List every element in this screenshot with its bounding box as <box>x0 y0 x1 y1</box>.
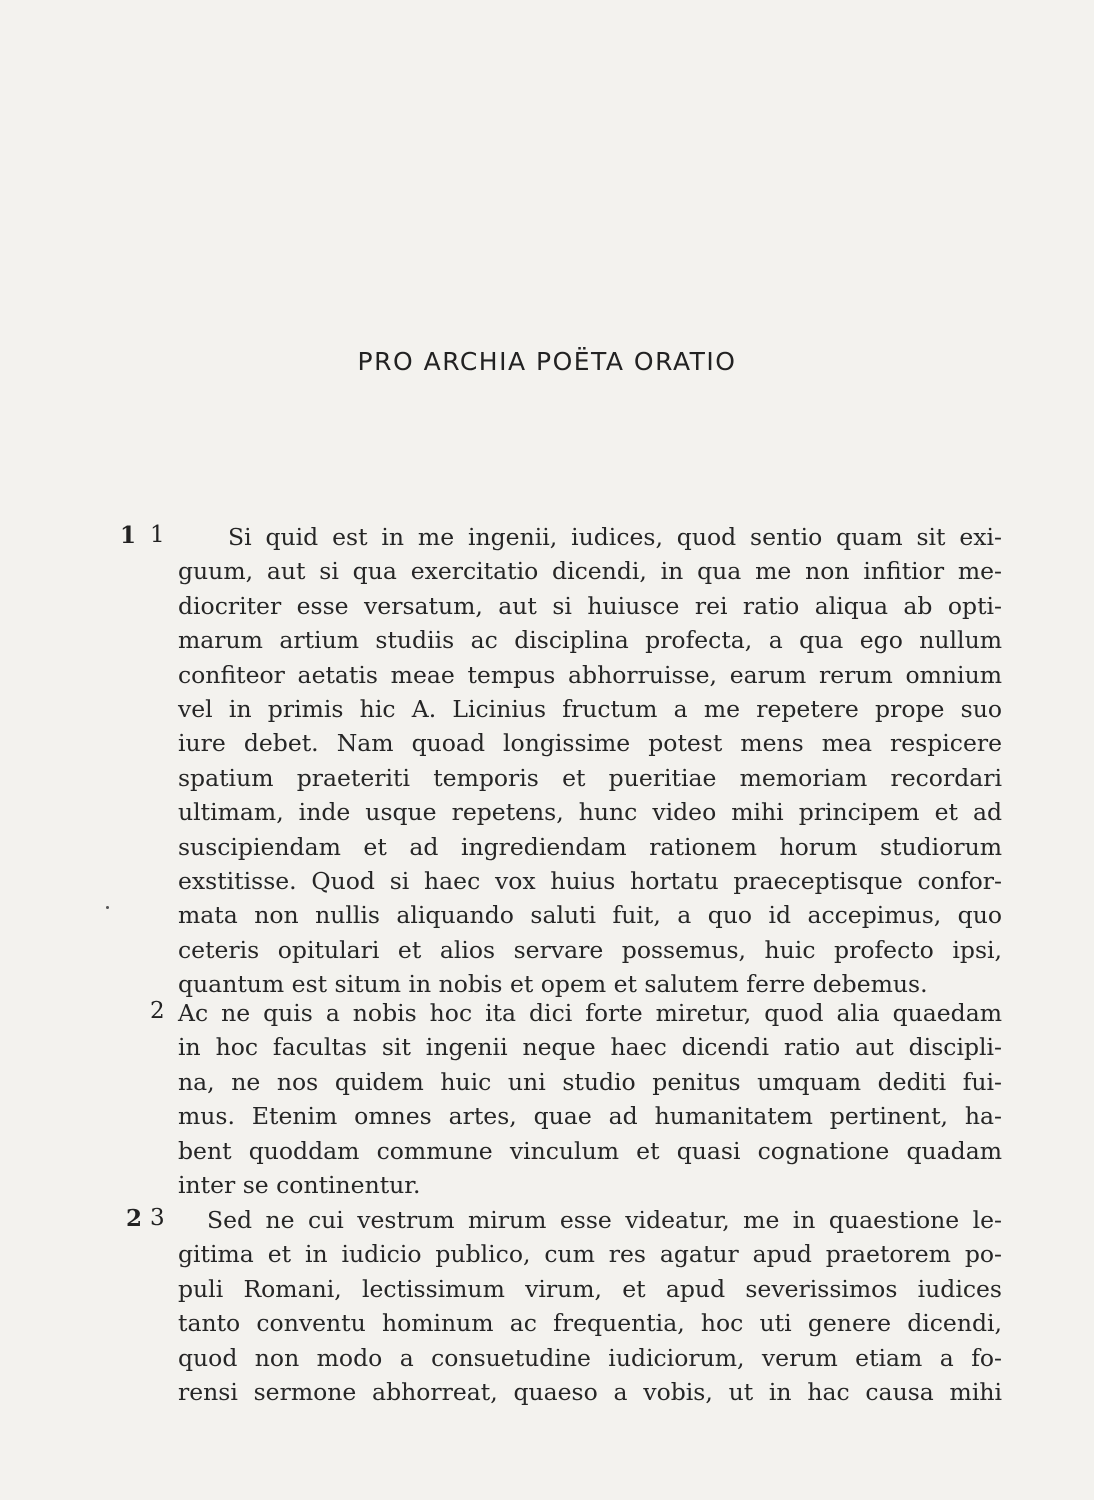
section-number: 2 <box>150 998 165 1024</box>
text-line: spatium praeteriti temporis et pueritiae memoriam recordari <box>178 763 1002 792</box>
text-line: ceteris opitulari et alios servare possemus, huic profecto ipsi, <box>178 935 1002 964</box>
text-line: rensi sermone abhorreat, quaeso a vobis, ut in hac causa mihi <box>178 1378 1002 1406</box>
page-title: PRO ARCHIA POËTA ORATIO <box>357 347 737 376</box>
text-line: Si quid est in me ingenii, iudices, quod sentio quam sit exi- <box>228 523 1002 551</box>
text-line: exstitisse. Quod si haec vox huius hortatu praeceptisque confor- <box>178 867 1002 895</box>
chapter-number: 2 <box>126 1205 143 1232</box>
section-number: 3 <box>150 1205 165 1231</box>
text-line: suscipiendam et ad ingrediendam rationem horum studiorum <box>178 832 1002 861</box>
text-line: gitima et in iudicio publico, cum res agatur apud praetorem po- <box>178 1240 1002 1269</box>
text-line: guum, aut si qua exercitatio dicendi, in qua me non infitior me- <box>178 557 1002 586</box>
text-line: in hoc facultas sit ingenii neque haec dicendi ratio aut discipli- <box>178 1033 1002 1062</box>
text-line: iure debet. Nam quoad longissime potest mens mea respicere <box>178 729 1002 758</box>
text-line: na, ne nos quidem huic uni studio penitus umquam dediti fui- <box>178 1067 1002 1096</box>
text-line: quantum est situm in nobis et opem et salutem ferre debemus. <box>178 970 928 999</box>
text-line: vel in primis hic A. Licinius fructum a me repetere prope suo <box>178 695 1002 723</box>
margin-speck <box>106 906 109 909</box>
text-line: marum artium studiis ac disciplina profecta, a qua ego nullum <box>178 626 1002 655</box>
text-line: mata non nullis aliquando saluti fuit, a quo id accepimus, quo <box>178 901 1002 930</box>
text-line: ultimam, inde usque repetens, hunc video mihi principem et ad <box>178 798 1002 827</box>
text-line: mus. Etenim omnes artes, quae ad humanitatem pertinent, ha- <box>178 1102 1002 1131</box>
text-line: Sed ne cui vestrum mirum esse videatur, me in quaestione le- <box>207 1206 1002 1234</box>
text-line: bent quoddam commune vinculum et quasi cognatione quadam <box>178 1136 1002 1165</box>
section-number: 1 <box>150 522 165 548</box>
chapter-number: 1 <box>120 522 137 549</box>
text-line: puli Romani, lectissimum virum, et apud severissimos iudices <box>178 1274 1002 1303</box>
text-line: Ac ne quis a nobis hoc ita dici forte miretur, quod alia quaedam <box>178 999 1002 1027</box>
text-line: inter se continentur. <box>178 1171 421 1199</box>
text-line: diocriter esse versatum, aut si huiusce rei ratio aliqua ab opti- <box>178 591 1002 620</box>
text-line: quod non modo a consuetudine iudiciorum, verum etiam a fo- <box>178 1343 1002 1372</box>
text-line: tanto conventu hominum ac frequentia, hoc uti genere dicendi, <box>178 1309 1002 1338</box>
text-line: confiteor aetatis meae tempus abhorruisse, earum rerum omnium <box>178 660 1002 689</box>
